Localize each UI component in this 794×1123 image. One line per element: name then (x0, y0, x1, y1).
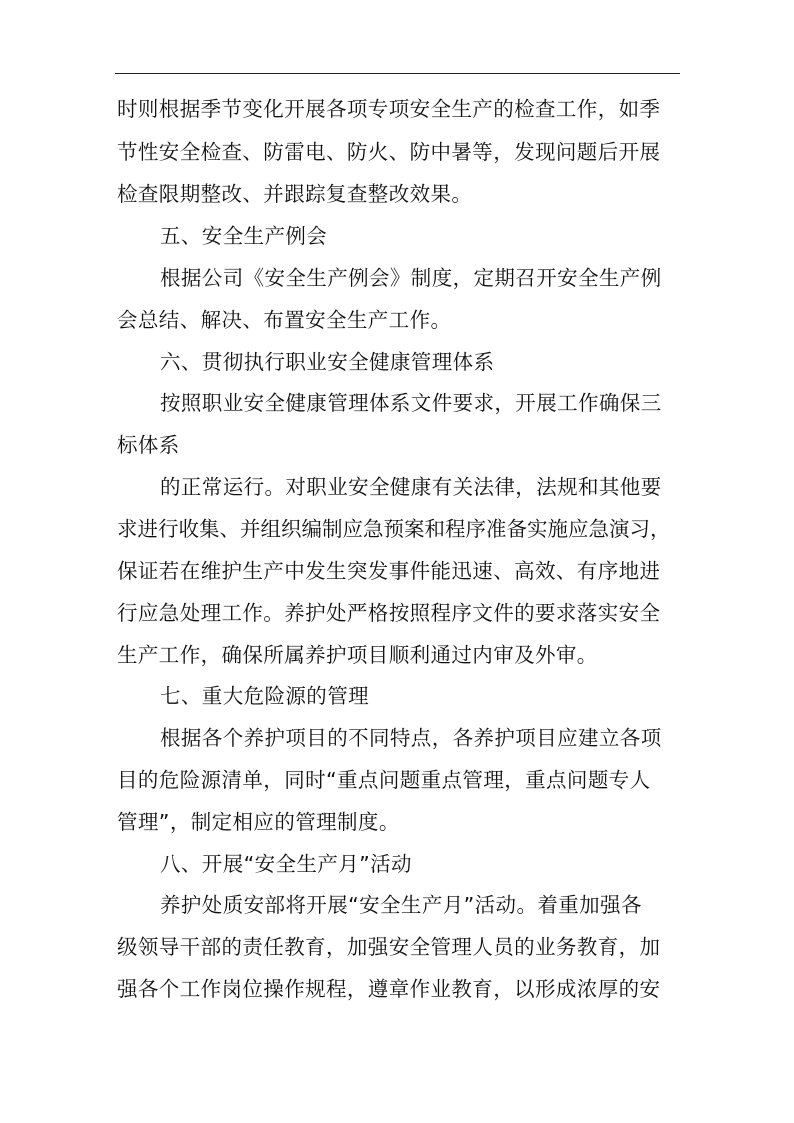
paragraph-line: 求进行收集、并组织编制应急预案和程序准备实施应急演习， (117, 517, 671, 541)
paragraph-line: 强各个工作岗位操作规程，遵章作业教育，以形成浓厚的安 (117, 977, 661, 1001)
paragraph-line: 节性安全检查、防雷电、防火、防中暑等，发现问题后开展 (117, 140, 661, 164)
section-heading: 五、安全生产例会 (160, 224, 328, 248)
section-heading: 八、开展“安全生产月”活动 (160, 852, 412, 876)
paragraph-line: 管理”，制定相应的管理制度。 (117, 810, 400, 834)
section-heading: 六、贯彻执行职业安全健康管理体系 (160, 350, 495, 374)
paragraph-line: 根据公司《安全生产例会》制度，定期召开安全生产例 (160, 266, 662, 290)
paragraph-line: 生产工作，确保所属养护项目顺利通过内审及外审。 (117, 643, 598, 667)
paragraph-line: 时则根据季节变化开展各项专项安全生产的检查工作，如季 (117, 97, 661, 121)
paragraph-line: 保证若在维护生产中发生突发事件能迅速、高效、有序地进 (117, 559, 661, 583)
paragraph-line: 行应急处理工作。养护处严格按照程序文件的要求落实安全 (117, 601, 661, 625)
paragraph-line: 级领导干部的责任教育，加强安全管理人员的业务教育，加 (117, 935, 661, 959)
paragraph-line: 会总结、解决、布置安全生产工作。 (117, 308, 452, 332)
paragraph-line: 的正常运行。对职业安全健康有关法律，法规和其他要 (160, 475, 662, 499)
paragraph-line: 养护处质安部将开展“安全生产月”活动。着重加强各 (160, 893, 642, 917)
section-heading: 七、重大危险源的管理 (160, 684, 369, 708)
header-rule (115, 73, 680, 74)
paragraph-line: 按照职业安全健康管理体系文件要求，开展工作确保三 (160, 391, 662, 415)
paragraph-line: 目的危险源清单，同时“重点问题重点管理，重点问题专人 (117, 768, 651, 792)
paragraph-line: 根据各个养护项目的不同特点，各养护项目应建立各项 (160, 726, 662, 750)
paragraph-line: 标体系 (117, 433, 180, 457)
paragraph-line: 检查限期整改、并跟踪复查整改效果。 (117, 182, 473, 206)
